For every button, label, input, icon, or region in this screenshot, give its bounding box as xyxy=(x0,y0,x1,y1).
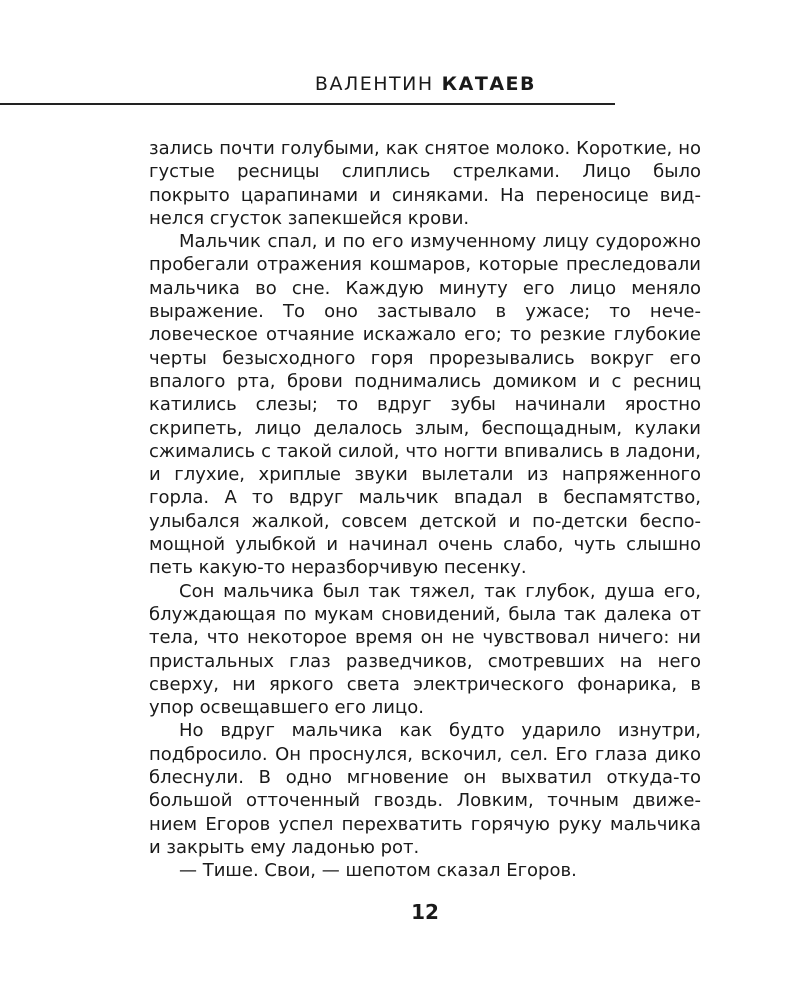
header-rule xyxy=(0,103,615,105)
paragraph: Мальчик спал, и по его измученному лицу судорожно пробегали отражения кошмаров, которые преследовали мальчика во сне. Каждую минуту его лицо меняло выражение. То оно застывало в ужасе; то нечеловеческое отчаяние искажало его; то резкие глубокие черты безысходного горя прорезывались вокруг его впалого рта, брови поднимались домиком и с ресниц катились слезы; то вдруг зубы начинали яростно скрипеть, лицо делалось злым, беспощадным, кулаки сжимались с такой силой, что ногти впивались в ладони, и глухие, хриплые звуки вылетали из напряженного горла. А то вдруг мальчик впадал в беспамятство, улыбался жалкой, совсем детской и по-детски беспомощной улыбкой и начинал очень слабо, чуть слышно петь какую-то неразборчивую песенку. xyxy=(149,231,701,579)
running-head xyxy=(0,72,536,96)
paragraph: зались почти голубыми, как снятое молоко. Короткие, но густые ресницы слиплись стрелками. Лицо было покрыто царапинами и синяками. На переносице виднелся сгусток запекшейся крови. xyxy=(149,138,701,229)
body-text xyxy=(149,137,701,883)
page-number: 12 xyxy=(411,900,439,924)
dialogue-line: — Тише. Свои, — шепотом сказал Егоров. xyxy=(179,860,577,882)
paragraph: Сон мальчика был так тяжел, так глубок, душа его, блуждающая по мукам сновидений, была так далека от тела, что некоторое время он не чувствовал ничего: ни пристальных глаз разведчиков, смотревших на него сверху, ни яркого света электрического фонарика, в упор освещавшего его лицо. xyxy=(149,580,701,719)
paragraph: Но вдруг мальчика как будто ударило изнутри, подбросило. Он проснулся, вскочил, сел. Его глаза дико блеснули. В одно мгновение он выхватил откуда-то большой отточенный гвоздь. Ловким, точным движением Егоров успел перехватить горячую руку мальчика и закрыть ему ладонью рот. xyxy=(149,720,701,858)
author-first-name: ВАЛЕНТИН xyxy=(314,73,434,95)
author-last-name: КАТАЕВ xyxy=(441,73,536,95)
